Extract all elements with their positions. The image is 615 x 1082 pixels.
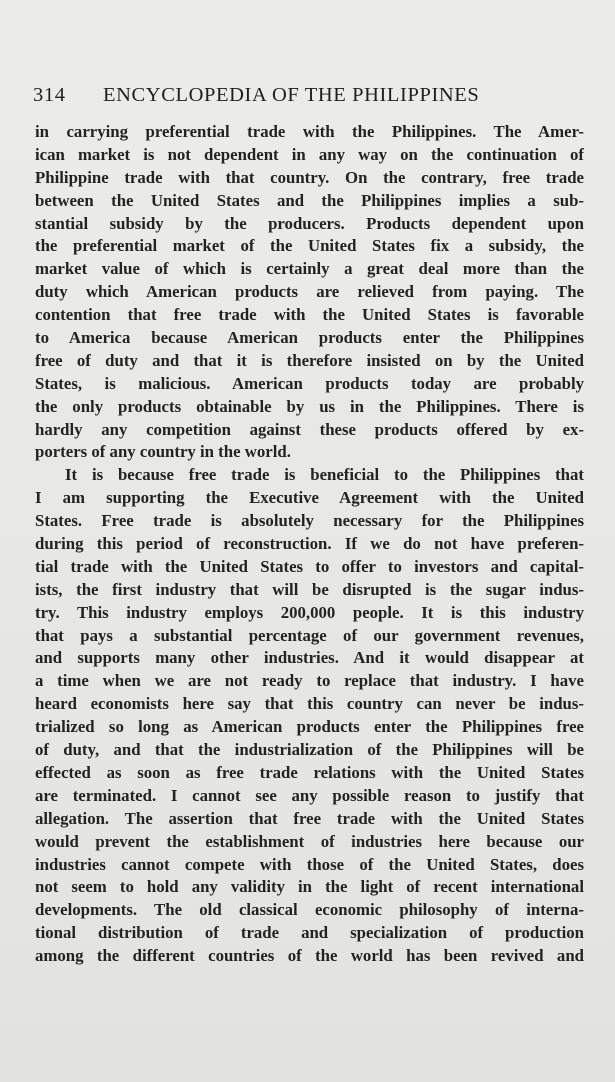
page-number: 314 (33, 84, 66, 106)
body-text (35, 121, 584, 968)
text-line: It is because free trade is beneficial to the Philippines that (65, 465, 584, 485)
text-line: a time when we are not ready to replace that industry. I have (35, 671, 584, 691)
text-line: effected as soon as free trade relations with the United States (35, 762, 584, 782)
text-line: try. This industry employs 200,000 people. It is this industry (35, 602, 584, 622)
running-head-title: ENCYCLOPEDIA OF THE PHILIPPINES (103, 84, 480, 106)
text-line: of duty, and that the industrialization of the Philippines will be (35, 740, 584, 760)
paragraph-1 (35, 121, 584, 464)
text-line: States, is malicious. American products today are probably (35, 373, 584, 393)
text-line: among the different countries of the world has been revived and (35, 946, 584, 966)
text-line: Philippine trade with that country. On the contrary, free trade (35, 167, 584, 187)
text-line: trialized so long as American products enter the Philippines free (35, 717, 584, 737)
paragraph-2 (35, 464, 584, 968)
text-line: the preferential market of the United States fix a subsidy, the (35, 236, 584, 256)
text-line: porters of any country in the world. (35, 442, 291, 462)
text-line: to America because American products enter the Philippines (35, 328, 584, 348)
text-line: contention that free trade with the United States is favorable (35, 305, 584, 325)
text-line: hardly any competition against these products offered by ex- (35, 419, 584, 439)
text-line: duty which American products are relieved from paying. The (35, 282, 584, 302)
text-line: States. Free trade is absolutely necessary for the Philippines (35, 511, 584, 531)
text-line: and supports many other industries. And it would disappear at (35, 648, 584, 668)
text-line: ists, the first industry that will be disrupted is the sugar indus- (35, 579, 584, 599)
text-line: between the United States and the Philippines implies a sub- (35, 190, 584, 210)
text-line: during this period of reconstruction. If we do not have preferen- (35, 534, 584, 554)
text-line: market value of which is certainly a great deal more than the (35, 259, 584, 279)
text-line: stantial subsidy by the producers. Products dependent upon (35, 213, 584, 233)
text-line: I am supporting the Executive Agreement with the United (35, 488, 584, 508)
text-line: developments. The old classical economic philosophy of interna- (35, 900, 584, 920)
running-head (33, 84, 593, 112)
text-line: the only products obtainable by us in the Philippines. There is (35, 396, 584, 416)
text-line: in carrying preferential trade with the Philippines. The Amer- (35, 122, 584, 141)
text-line: free of duty and that it is therefore insisted on by the United (35, 350, 584, 370)
text-line: not seem to hold any validity in the light of recent international (35, 877, 584, 897)
text-line: tial trade with the United States to offer to investors and capital- (35, 556, 584, 576)
text-line: industries cannot compete with those of the United States, does (35, 854, 584, 874)
text-line: that pays a substantial percentage of our government revenues, (35, 625, 584, 645)
text-line: heard economists here say that this country can never be indus- (35, 694, 584, 714)
text-line: are terminated. I cannot see any possible reason to justify that (35, 785, 584, 805)
text-line: allegation. The assertion that free trade with the United States (35, 808, 584, 828)
text-line: tional distribution of trade and specialization of production (35, 923, 584, 943)
text-line: ican market is not dependent in any way on the continuation of (35, 144, 584, 164)
text-line: would prevent the establishment of industries here because our (35, 831, 584, 851)
